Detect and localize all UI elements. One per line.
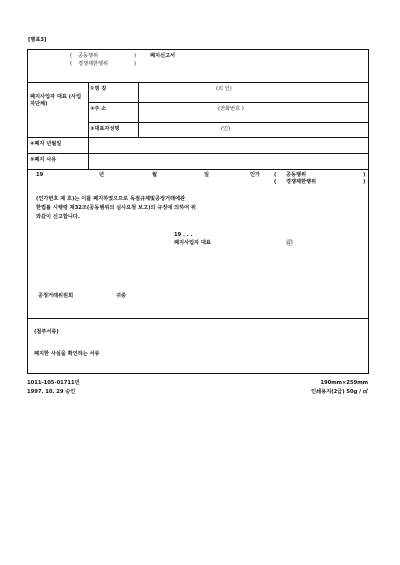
title-option-1: 공동행위 xyxy=(78,53,99,59)
rep-label: ③대표자성명 xyxy=(90,126,120,132)
bracket-close-top: ) xyxy=(134,53,137,59)
body-line-1: (인가번호 제 호)는 이를 폐지하였으므로 독점규제및공정거래에관 xyxy=(36,196,186,202)
date-bracket-open-2: ( xyxy=(274,179,277,185)
name-label: ①명 칭 xyxy=(90,86,107,92)
date-day: 일 xyxy=(204,172,210,178)
date-year: 19 xyxy=(36,172,44,178)
bracket-open-top: ( xyxy=(70,53,73,59)
addressee: 공정거래위원회 xyxy=(38,293,74,299)
date-month: 월 xyxy=(152,172,158,178)
date-bracket-close-1: ) xyxy=(363,172,366,178)
bracket-open-bottom: ( xyxy=(70,61,73,67)
body-line-2: 한법률 시행령 제32조(공동행위의 심사요청 보고)의 규정에 의하여 위 xyxy=(36,205,196,211)
form-number: [별표3] xyxy=(28,37,47,43)
sign-date: 19 . . . xyxy=(174,232,193,238)
date-bracket-close-2: ) xyxy=(363,179,366,185)
attachment-item: 폐지한 사실을 확인하는 서류 xyxy=(34,351,100,357)
title-option-2: 경쟁제한행위 xyxy=(78,61,109,67)
footer-code: 1011-105-01711민 xyxy=(27,380,80,386)
address-value: (전화번호 ) xyxy=(218,106,244,112)
date-approved: 인가 xyxy=(250,172,261,178)
address-label: ②주 소 xyxy=(90,106,107,112)
rep-value: (인) xyxy=(221,126,231,132)
date-year-suffix: 년 xyxy=(99,172,105,178)
name-value: (외 인) xyxy=(216,86,232,92)
attachments-header: (첨부서류) xyxy=(34,329,59,335)
date-bracket-open-1: ( xyxy=(274,172,277,178)
reason-label: ⑤폐지 사유 xyxy=(30,157,57,163)
addressee-suffix: 귀중 xyxy=(116,293,127,299)
report-form xyxy=(27,49,369,374)
document-title: 폐지신고서 xyxy=(150,53,176,59)
date-label: ④폐지 년월일 xyxy=(30,141,62,147)
bracket-close-bottom: ) xyxy=(134,61,137,67)
date-option-2: 경쟁제한행위 xyxy=(286,179,317,185)
date-option-1: 공동행위 xyxy=(286,172,307,178)
seal-icon: ㊞ xyxy=(286,239,293,247)
footer-size: 190mm×259mm xyxy=(320,380,368,386)
footer-paper: 인쇄용지(2급) 50g / ㎡ xyxy=(311,389,368,395)
footer-approval: 1997. 10. 29 승인 xyxy=(27,389,76,395)
reporter-label: 폐지사업자 대표 (사업자단체) xyxy=(30,94,82,108)
body-line-3: 와같이 신고합니다. xyxy=(36,214,80,220)
sign-label: 폐지사업자 대표 xyxy=(174,240,211,246)
